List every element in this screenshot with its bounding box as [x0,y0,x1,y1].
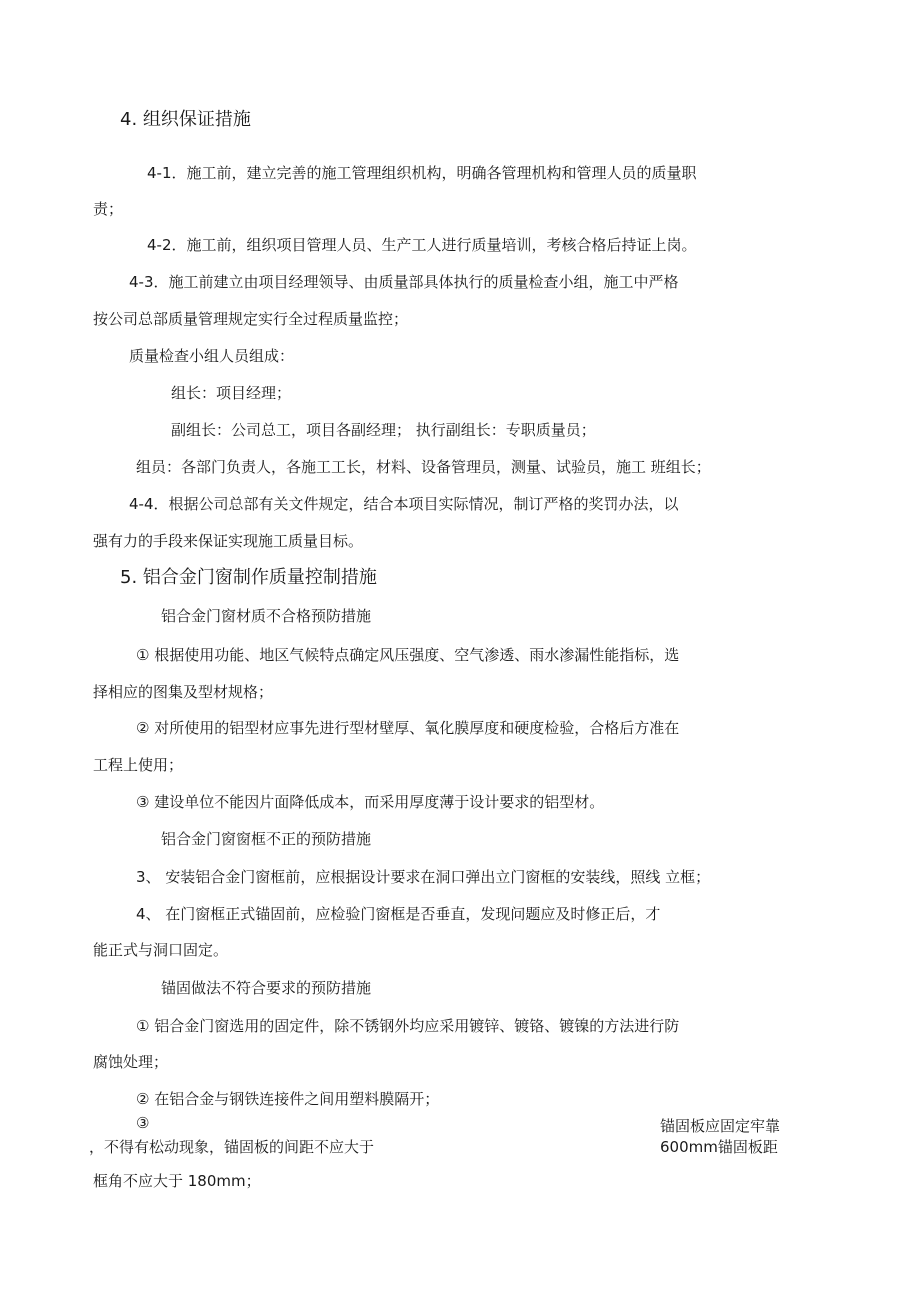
material-item-2-line2: 工程上使用； [93,756,184,774]
material-item-3: ③ 建设单位不能因片面降低成本，而采用厚度薄于设计要求的铝型材。 [136,793,605,811]
material-item-1-line2: 择相应的图集及型材规格； [93,683,274,701]
frame-item-4-line1: 4、 在门窗框正式锚固前，应检验门窗框是否垂直，发现问题应及时修正后，才 [136,905,661,923]
item-4-4-line1: 4-4．根据公司总部有关文件规定，结合本项目实际情况，制订严格的奖罚办法，以 [129,495,679,513]
item-4-4-line2: 强有力的手段来保证实现施工质量目标。 [93,532,364,550]
item-4-2: 4-2．施工前，组织项目管理人员、生产工人进行质量培训，考核合格后持证上岗。 [147,236,697,254]
subheading-material: 铝合金门窗材质不合格预防措施 [161,607,372,625]
anchor-item-3-left-2: ，不得有松动现象，锚固板的间距不应大于 [89,1138,375,1156]
anchor-item-3-right-2: 600mm锚固板距 [660,1138,778,1156]
section-4-heading: 4. 组织保证措施 [120,109,251,130]
item-4-3-line2: 按公司总部质量管理规定实行全过程质量监控； [93,310,409,328]
anchor-item-3-number: ③ [136,1114,150,1132]
subheading-frame: 铝合金门窗窗框不正的预防措施 [161,830,372,848]
anchor-item-3-right-1: 锚固板应固定牢靠 [660,1117,781,1135]
team-deputy: 副组长：公司总工，项目各副经理； 执行副组长：专职质量员； [171,421,596,439]
anchor-item-3-left-3: 框角不应大于 180mm； [93,1172,261,1190]
item-4-3-line1: 4-3．施工前建立由项目经理领导、由质量部具体执行的质量检查小组，施工中严格 [129,273,679,291]
material-item-2-line1: ② 对所使用的铝型材应事先进行型材壁厚、氧化膜厚度和硬度检验，合格后方准在 [136,719,680,737]
frame-item-3: 3、 安装铝合金门窗框前，应根据设计要求在洞口弹出立门窗框的安装线，照线 立框； [136,868,711,886]
anchor-item-2: ② 在铝合金与钢铁连接件之间用塑料膜隔开； [136,1090,440,1108]
subheading-anchor: 锚固做法不符合要求的预防措施 [161,979,372,997]
anchor-item-1-line1: ① 铝合金门窗选用的固定件，除不锈钢外均应采用镀锌、镀铬、镀镍的方法进行防 [136,1017,680,1035]
frame-item-4-line2: 能正式与洞口固定。 [93,941,229,959]
team-composition-title: 质量检查小组人员组成： [129,347,295,365]
section-5-heading: 5. 铝合金门窗制作质量控制措施 [120,567,377,588]
item-4-1-line1: 4-1．施工前，建立完善的施工管理组织机构，明确各管理机构和管理人员的质量职 [147,164,697,182]
material-item-1-line1: ① 根据使用功能、地区气候特点确定风压强度、空气渗透、雨水渗漏性能指标，选 [136,646,680,664]
item-4-1-line2: 责； [93,200,124,218]
team-leader: 组长：项目经理； [171,384,292,402]
anchor-item-1-line2: 腐蚀处理； [93,1053,169,1071]
team-members: 组员：各部门负责人，各施工工长，材料、设备管理员，测量、试验员，施工 班组长； [136,458,711,476]
